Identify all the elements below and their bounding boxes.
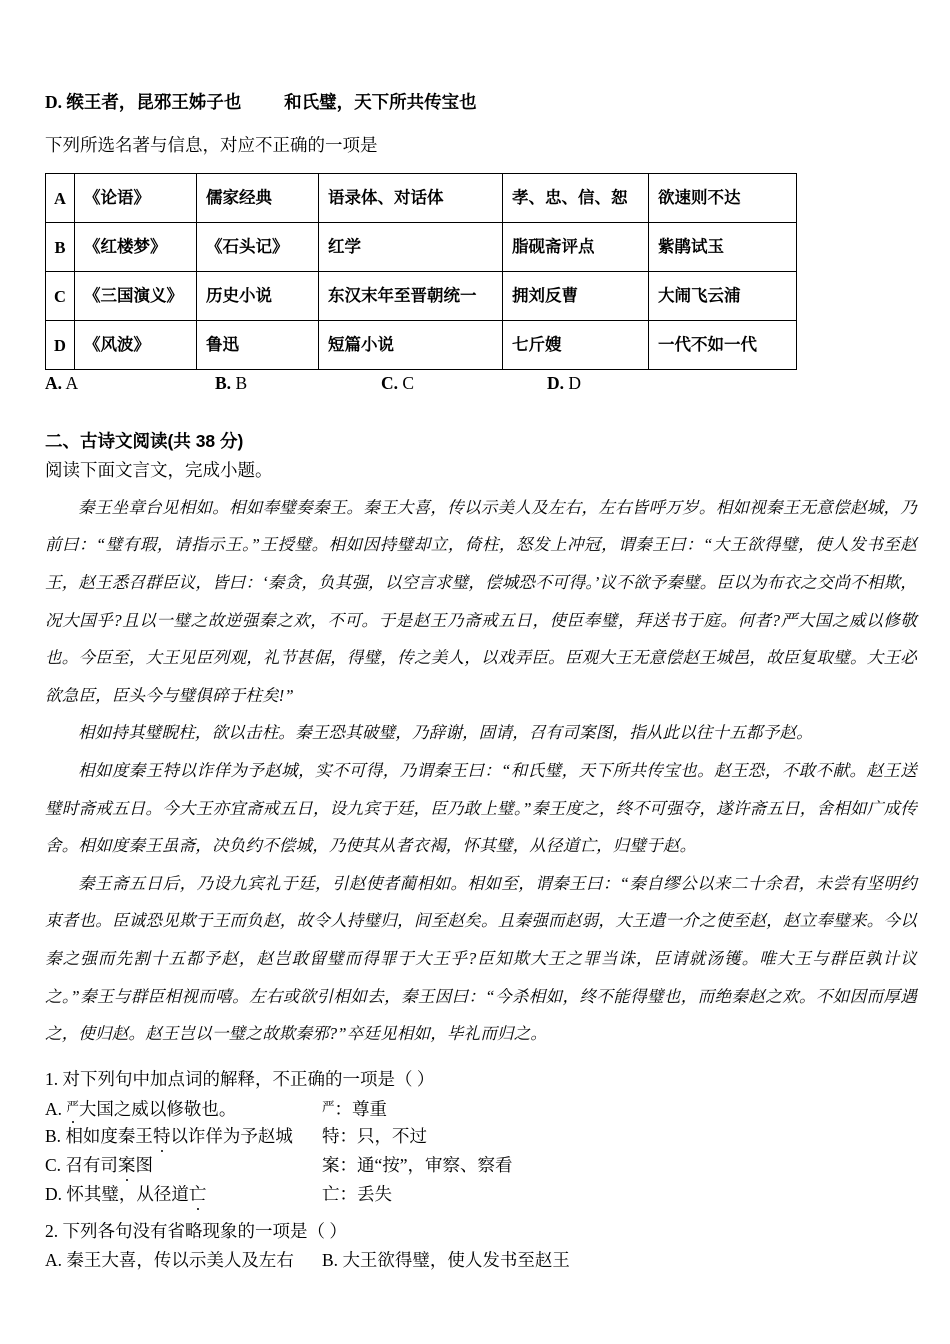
choice-a-label: A. xyxy=(45,373,63,394)
row-index: A xyxy=(46,174,75,223)
question-2-number: 2. xyxy=(45,1221,59,1242)
cell-quote: 一代不如一代 xyxy=(649,321,797,370)
cell-attribute: 儒家经典 xyxy=(197,174,319,223)
question-2-text: 下列各句没有省略现象的一项是（ ） xyxy=(62,1221,347,1242)
question-1-stem xyxy=(45,1065,917,1093)
option-b-gloss xyxy=(322,1122,427,1151)
option-b-pre: 相如度秦王 xyxy=(65,1126,153,1147)
cell-work-title: 《论语》 xyxy=(75,174,197,223)
option-a-gloss-value: 尊重 xyxy=(352,1099,388,1120)
option-b-gloss-key: 特 xyxy=(322,1126,340,1147)
question-2-options-row xyxy=(45,1246,917,1275)
cell-quote: 紫鹃试玉 xyxy=(649,223,797,272)
section-heading: 二、古诗文阅读(共 38 分) xyxy=(45,431,244,452)
option-c-sentence xyxy=(45,1151,153,1180)
option-b-gloss-value: 只，不过 xyxy=(357,1126,427,1147)
answer-choice-b[interactable] xyxy=(215,373,247,394)
option-d-sentence xyxy=(45,1180,206,1209)
option-d-label: D. xyxy=(45,1184,63,1205)
answer-choice-d[interactable] xyxy=(547,373,581,394)
option-d-keyword: 亡 xyxy=(189,1180,207,1209)
cell-theme: 拥刘反曹 xyxy=(503,272,649,321)
question-2-stem xyxy=(45,1217,917,1245)
table-question-stem: 下列所选名著与信息，对应不正确的一项是 xyxy=(45,135,378,156)
cell-work-title: 《风波》 xyxy=(75,321,197,370)
choice-b-label: B. xyxy=(215,373,232,394)
option-d-gloss-key: 亡 xyxy=(322,1184,340,1205)
choice-b-value: B xyxy=(235,373,248,394)
option-a-gloss-key: 严 xyxy=(322,1100,335,1115)
question-1-option-c[interactable] xyxy=(45,1151,917,1180)
option-c-gloss-value: 通“按”，审察、察看 xyxy=(357,1155,513,1176)
q2-option-b-text: 大王欲得璧，使人发书至赵王 xyxy=(342,1249,570,1270)
table-body xyxy=(46,174,797,370)
table-row[interactable] xyxy=(46,321,797,370)
choice-c-value: C xyxy=(402,373,415,394)
option-d-gloss-sep: ： xyxy=(339,1184,357,1205)
cell-style: 语录体、对话体 xyxy=(319,174,503,223)
cell-attribute: 《石头记》 xyxy=(197,223,319,272)
question-1-option-b[interactable] xyxy=(45,1122,917,1151)
option-a-gloss xyxy=(322,1093,387,1124)
passage-paragraph: 秦王斋五日后，乃设九宾礼于廷，引赵使者蔺相如。相如至，谓秦王曰：“秦自缪公以来二十余君，未尝有坚明约束者也。臣诚恐见欺于王而负赵，故令人持璧归，间至赵矣。且秦强而赵弱，大王遣一介之使至赵，赵立奉璧来。今以秦之强而先割十五都予赵，赵岂敢留璧而得罪于大王乎?臣知欺大王之罪当诛，臣请就汤镬。唯大王与群臣孰计议之。”秦王与群臣相视而嘻。左右或欲引相如去，秦王因曰：“今杀相如，终不能得璧也，而绝秦赵之欢。不如因而厚遇之，使归赵。赵王岂以一璧之故欺秦邪?”卒廷见相如，毕礼而归之。 xyxy=(45,873,917,1044)
option-d-label: D. xyxy=(45,92,63,112)
cell-quote: 欲速则不达 xyxy=(649,174,797,223)
cell-theme: 孝、忠、信、恕 xyxy=(503,174,649,223)
option-d-gloss xyxy=(322,1180,392,1209)
page-content xyxy=(45,86,917,1275)
choice-a-value: A xyxy=(65,373,79,394)
q2-option-a-text: 秦王大喜，传以示美人及左右 xyxy=(66,1249,294,1270)
question-2-option-a[interactable] xyxy=(45,1246,294,1275)
cell-theme: 七斤嫂 xyxy=(503,321,649,370)
option-a-post: 大国之威以修敬也。 xyxy=(78,1099,237,1120)
option-c-gloss-key: 案 xyxy=(322,1155,340,1176)
cell-work-title: 《三国演义》 xyxy=(75,272,197,321)
option-a-label: A. xyxy=(45,1099,63,1120)
question-1-option-d[interactable] xyxy=(45,1180,917,1209)
answer-choice-a[interactable] xyxy=(45,373,78,394)
cell-quote: 大闹飞云浦 xyxy=(649,272,797,321)
option-c-post: 图 xyxy=(135,1155,153,1176)
answer-choice-c[interactable] xyxy=(381,373,414,394)
table-row[interactable] xyxy=(46,174,797,223)
cell-style: 东汉末年至晋朝统一 xyxy=(319,272,503,321)
cell-attribute: 鲁迅 xyxy=(197,321,319,370)
option-d-pre: 怀其璧，从径道 xyxy=(66,1184,189,1205)
choice-d-label: D. xyxy=(547,373,565,394)
choice-c-label: C. xyxy=(381,373,399,394)
question-1-option-a[interactable] xyxy=(45,1093,917,1122)
option-c-pre: 召有司 xyxy=(65,1155,118,1176)
option-d-text-left: 缑王者，昆邪王姊子也 xyxy=(66,92,242,112)
passage-paragraph: 相如持其璧睨柱，欲以击柱。秦王恐其破璧，乃辞谢，固请，召有司案图，指从此以往十五都予赵。 xyxy=(78,723,813,743)
q2-option-b-label: B. xyxy=(322,1249,339,1270)
option-c-label: C. xyxy=(45,1155,62,1176)
table-row[interactable] xyxy=(46,272,797,321)
previous-question-option-d[interactable] xyxy=(45,86,917,119)
cell-attribute: 历史小说 xyxy=(197,272,319,321)
row-index: D xyxy=(46,321,75,370)
passage-paragraph: 相如度秦王特以诈佯为予赵城，实不可得，乃谓秦王曰：“和氏璧，天下所共传宝也。赵王恐，不敢不献。赵王送璧时斋戒五日。今大王亦宜斋戒五日，设九宾于廷，臣乃敢上璧。”秦王度之，终不可强夺，遂许斋五日，舍相如广成传舍。相如度秦王虽斋，决负约不偿城，乃使其从者衣褐，怀其璧，从径道亡，归璧于赵。 xyxy=(45,761,917,856)
option-d-text-right: 和氏璧，天下所共传宝也 xyxy=(284,92,477,112)
option-c-keyword: 案 xyxy=(118,1151,136,1180)
option-b-keyword: 特 xyxy=(153,1122,171,1151)
passage-paragraph: 秦王坐章台见相如。相如奉璧奏秦王。秦王大喜，传以示美人及左右，左右皆呼万岁。相如视秦王无意偿赵城，乃前曰：“璧有瑕，请指示王。”王授璧。相如因持璧却立，倚柱，怒发上冲冠，谓秦王曰：“大王欲得璧，使人发书至赵王，赵王悉召群臣议，皆曰：‘秦贪，负其强，以空言求璧，偿城恐不可得。’议不欲予秦璧。臣以为布衣之交尚不相欺，况大国乎?且以一璧之故逆强秦之欢，不可。于是赵王乃斋戒五日，使臣奉璧，拜送书于庭。何者?严大国之威以修敬也。今臣至，大王见臣列观，礼节甚倨，得璧，传之美人，以戏弄臣。臣观大王无意偿赵王城邑，故臣复取璧。大王必欲急臣，臣头今与璧俱碎于柱矣!” xyxy=(45,497,917,705)
q2-option-a-label: A. xyxy=(45,1249,63,1270)
option-a-keyword: 严 xyxy=(66,1093,79,1122)
option-c-gloss xyxy=(322,1151,513,1180)
answer-choices-row xyxy=(45,373,917,403)
option-c-gloss-sep: ： xyxy=(339,1155,357,1176)
option-b-label: B. xyxy=(45,1126,62,1147)
choice-d-value: D xyxy=(568,373,582,394)
table-row[interactable] xyxy=(46,223,797,272)
works-info-table xyxy=(45,173,797,370)
question-1-number: 1. xyxy=(45,1068,59,1089)
row-index: B xyxy=(46,223,75,272)
option-d-gloss-value: 丢失 xyxy=(357,1184,392,1205)
classical-passage xyxy=(45,489,917,1053)
row-index: C xyxy=(46,272,75,321)
option-b-sentence xyxy=(45,1122,293,1151)
question-2-option-b[interactable] xyxy=(322,1246,570,1275)
section-subheading: 阅读下面文言文，完成小题。 xyxy=(45,459,273,480)
cell-style: 短篇小说 xyxy=(319,321,503,370)
cell-style: 红学 xyxy=(319,223,503,272)
cell-theme: 脂砚斋评点 xyxy=(503,223,649,272)
cell-work-title: 《红楼梦》 xyxy=(75,223,197,272)
question-1-text: 对下列句中加点词的解释，不正确的一项是（ ） xyxy=(62,1068,435,1089)
option-b-post: 以诈佯为予赵城 xyxy=(170,1126,293,1147)
option-a-sentence xyxy=(45,1093,236,1124)
option-b-gloss-sep: ： xyxy=(339,1126,357,1147)
option-a-gloss-sep: ： xyxy=(334,1099,353,1120)
